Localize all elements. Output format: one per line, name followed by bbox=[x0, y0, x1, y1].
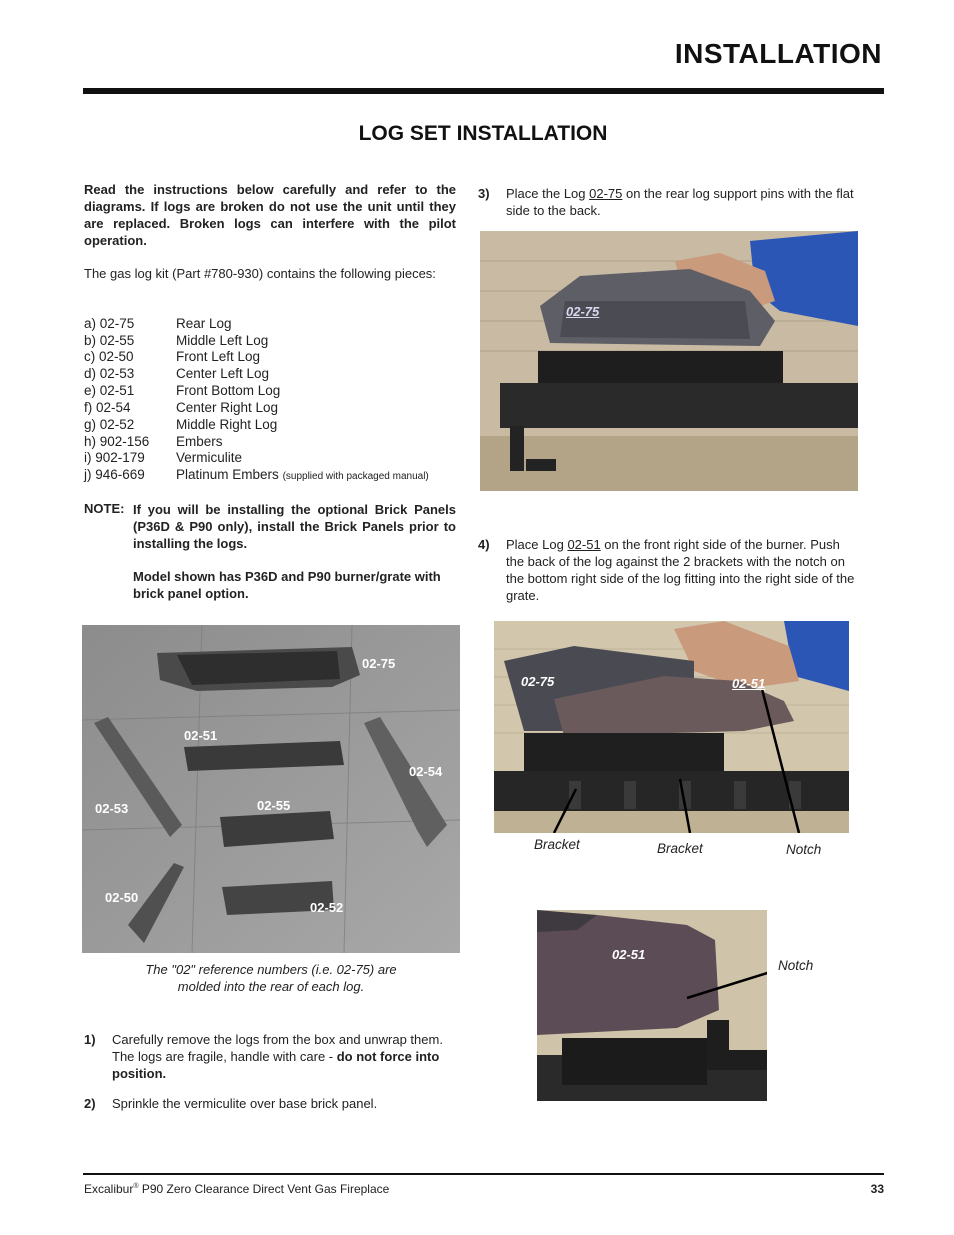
log-label-02-51: 02-51 bbox=[184, 728, 218, 743]
footer-model: P90 Zero Clearance Direct Vent Gas Fireplace bbox=[138, 1182, 390, 1196]
photo5-label-02-51: 02-51 bbox=[612, 947, 646, 962]
log-label-02-75: 02-75 bbox=[362, 656, 396, 671]
log-label-02-52: 02-52 bbox=[310, 900, 344, 915]
header-rule bbox=[83, 88, 884, 94]
step-number: 3) bbox=[478, 186, 490, 201]
part-key: j) 946-669 bbox=[84, 467, 145, 482]
note-label: NOTE: bbox=[84, 501, 125, 516]
step-text: on the rear log support pins with the flat side to the back. bbox=[506, 186, 854, 218]
photo-caption bbox=[82, 961, 460, 995]
kit-text: The gas log kit (Part #780-930) contains the following pieces: bbox=[84, 266, 436, 281]
bracket-callout: Bracket bbox=[657, 841, 703, 856]
footer-reg-mark: ® bbox=[133, 1183, 139, 1190]
part-name: Middle Right Log bbox=[176, 417, 278, 432]
notch-closeup-photo bbox=[537, 910, 767, 1101]
caption-line: The "02" reference numbers (i.e. 02-75) are bbox=[145, 962, 397, 977]
log-label-02-50: 02-50 bbox=[105, 890, 139, 905]
part-key: c) 02-50 bbox=[84, 349, 134, 364]
step-number: 1) bbox=[84, 1032, 96, 1047]
caption-line: molded into the rear of each log. bbox=[177, 979, 365, 994]
part-name: Rear Log bbox=[176, 316, 232, 331]
intro-warning: Read the instructions below carefully and refer to the diagrams. If logs are broken do not use the unit until they are replaced. Broken logs can interfere with the pilot operation. bbox=[84, 182, 456, 248]
step-text: Place the Log bbox=[506, 186, 590, 201]
part-name: Front Left Log bbox=[176, 349, 261, 364]
bracket-callout: Bracket bbox=[534, 837, 580, 852]
step-1 bbox=[84, 1031, 464, 1083]
part-name: Middle Left Log bbox=[176, 333, 269, 348]
log-ref: 02-75 bbox=[589, 186, 623, 201]
notch-callout: Notch bbox=[786, 842, 822, 857]
part-key: f) 02-54 bbox=[84, 400, 131, 415]
part-name: Embers bbox=[176, 434, 223, 449]
part-key: e) 02-51 bbox=[84, 383, 135, 398]
page-number: 33 bbox=[870, 1182, 884, 1196]
footer-product bbox=[84, 1182, 389, 1196]
step-text: on the front right side of the burner. Push the back of the log against the 2 brackets with the notch on the bottom right side of the log fitting into the right side of the grate. bbox=[506, 537, 855, 603]
log-label-02-53: 02-53 bbox=[95, 801, 129, 816]
footer-brand: Excalibur bbox=[84, 1182, 134, 1196]
part-name: Front Bottom Log bbox=[176, 383, 281, 398]
rear-log-photo bbox=[480, 231, 858, 491]
log-set-photo bbox=[82, 625, 460, 953]
step-4 bbox=[478, 536, 860, 606]
step-3 bbox=[478, 185, 860, 221]
notch-closeup-callout: Notch bbox=[778, 958, 814, 973]
part-key: h) 902-156 bbox=[84, 434, 150, 449]
part-key: b) 02-55 bbox=[84, 333, 135, 348]
footer-rule bbox=[83, 1173, 884, 1175]
step-text: Place Log bbox=[506, 537, 568, 552]
part-name: Platinum Embers bbox=[176, 467, 279, 482]
log-label-02-55: 02-55 bbox=[257, 798, 291, 813]
rear-log-label: 02-75 bbox=[566, 304, 600, 319]
step-2 bbox=[84, 1095, 464, 1113]
page-header-title: INSTALLATION bbox=[674, 38, 882, 69]
step-text: Carefully remove the logs from the box and unwrap them. The logs are fragile, handle with care - bbox=[112, 1032, 443, 1064]
section-title: LOG SET INSTALLATION bbox=[358, 122, 608, 145]
part-name: Center Right Log bbox=[176, 400, 279, 415]
step-text: Sprinkle the vermiculite over base brick panel. bbox=[112, 1096, 378, 1111]
part-name: Vermiculite bbox=[176, 450, 243, 465]
part-key: a) 02-75 bbox=[84, 316, 135, 331]
note-text: If you will be installing the optional Brick Panels (P36D & P90 only), install the Brick Panels prior to installing the logs. bbox=[133, 502, 456, 551]
part-key: g) 02-52 bbox=[84, 417, 135, 432]
log-label-02-54: 02-54 bbox=[409, 764, 443, 779]
note-model: Model shown has P36D and P90 burner/grate with brick panel option. bbox=[133, 569, 441, 601]
part-name: Center Left Log bbox=[176, 366, 270, 381]
part-key: d) 02-53 bbox=[84, 366, 135, 381]
front-log-photo bbox=[494, 621, 849, 833]
part-note: (supplied with packaged manual) bbox=[282, 471, 429, 482]
step-number: 2) bbox=[84, 1096, 96, 1111]
photo4-label-02-51: 02-51 bbox=[732, 676, 766, 691]
step-number: 4) bbox=[478, 537, 490, 552]
step-emphasis: do not force into position. bbox=[112, 1049, 440, 1081]
log-ref: 02-51 bbox=[567, 537, 601, 552]
photo4-label-02-75: 02-75 bbox=[521, 674, 555, 689]
part-key: i) 902-179 bbox=[84, 450, 145, 465]
